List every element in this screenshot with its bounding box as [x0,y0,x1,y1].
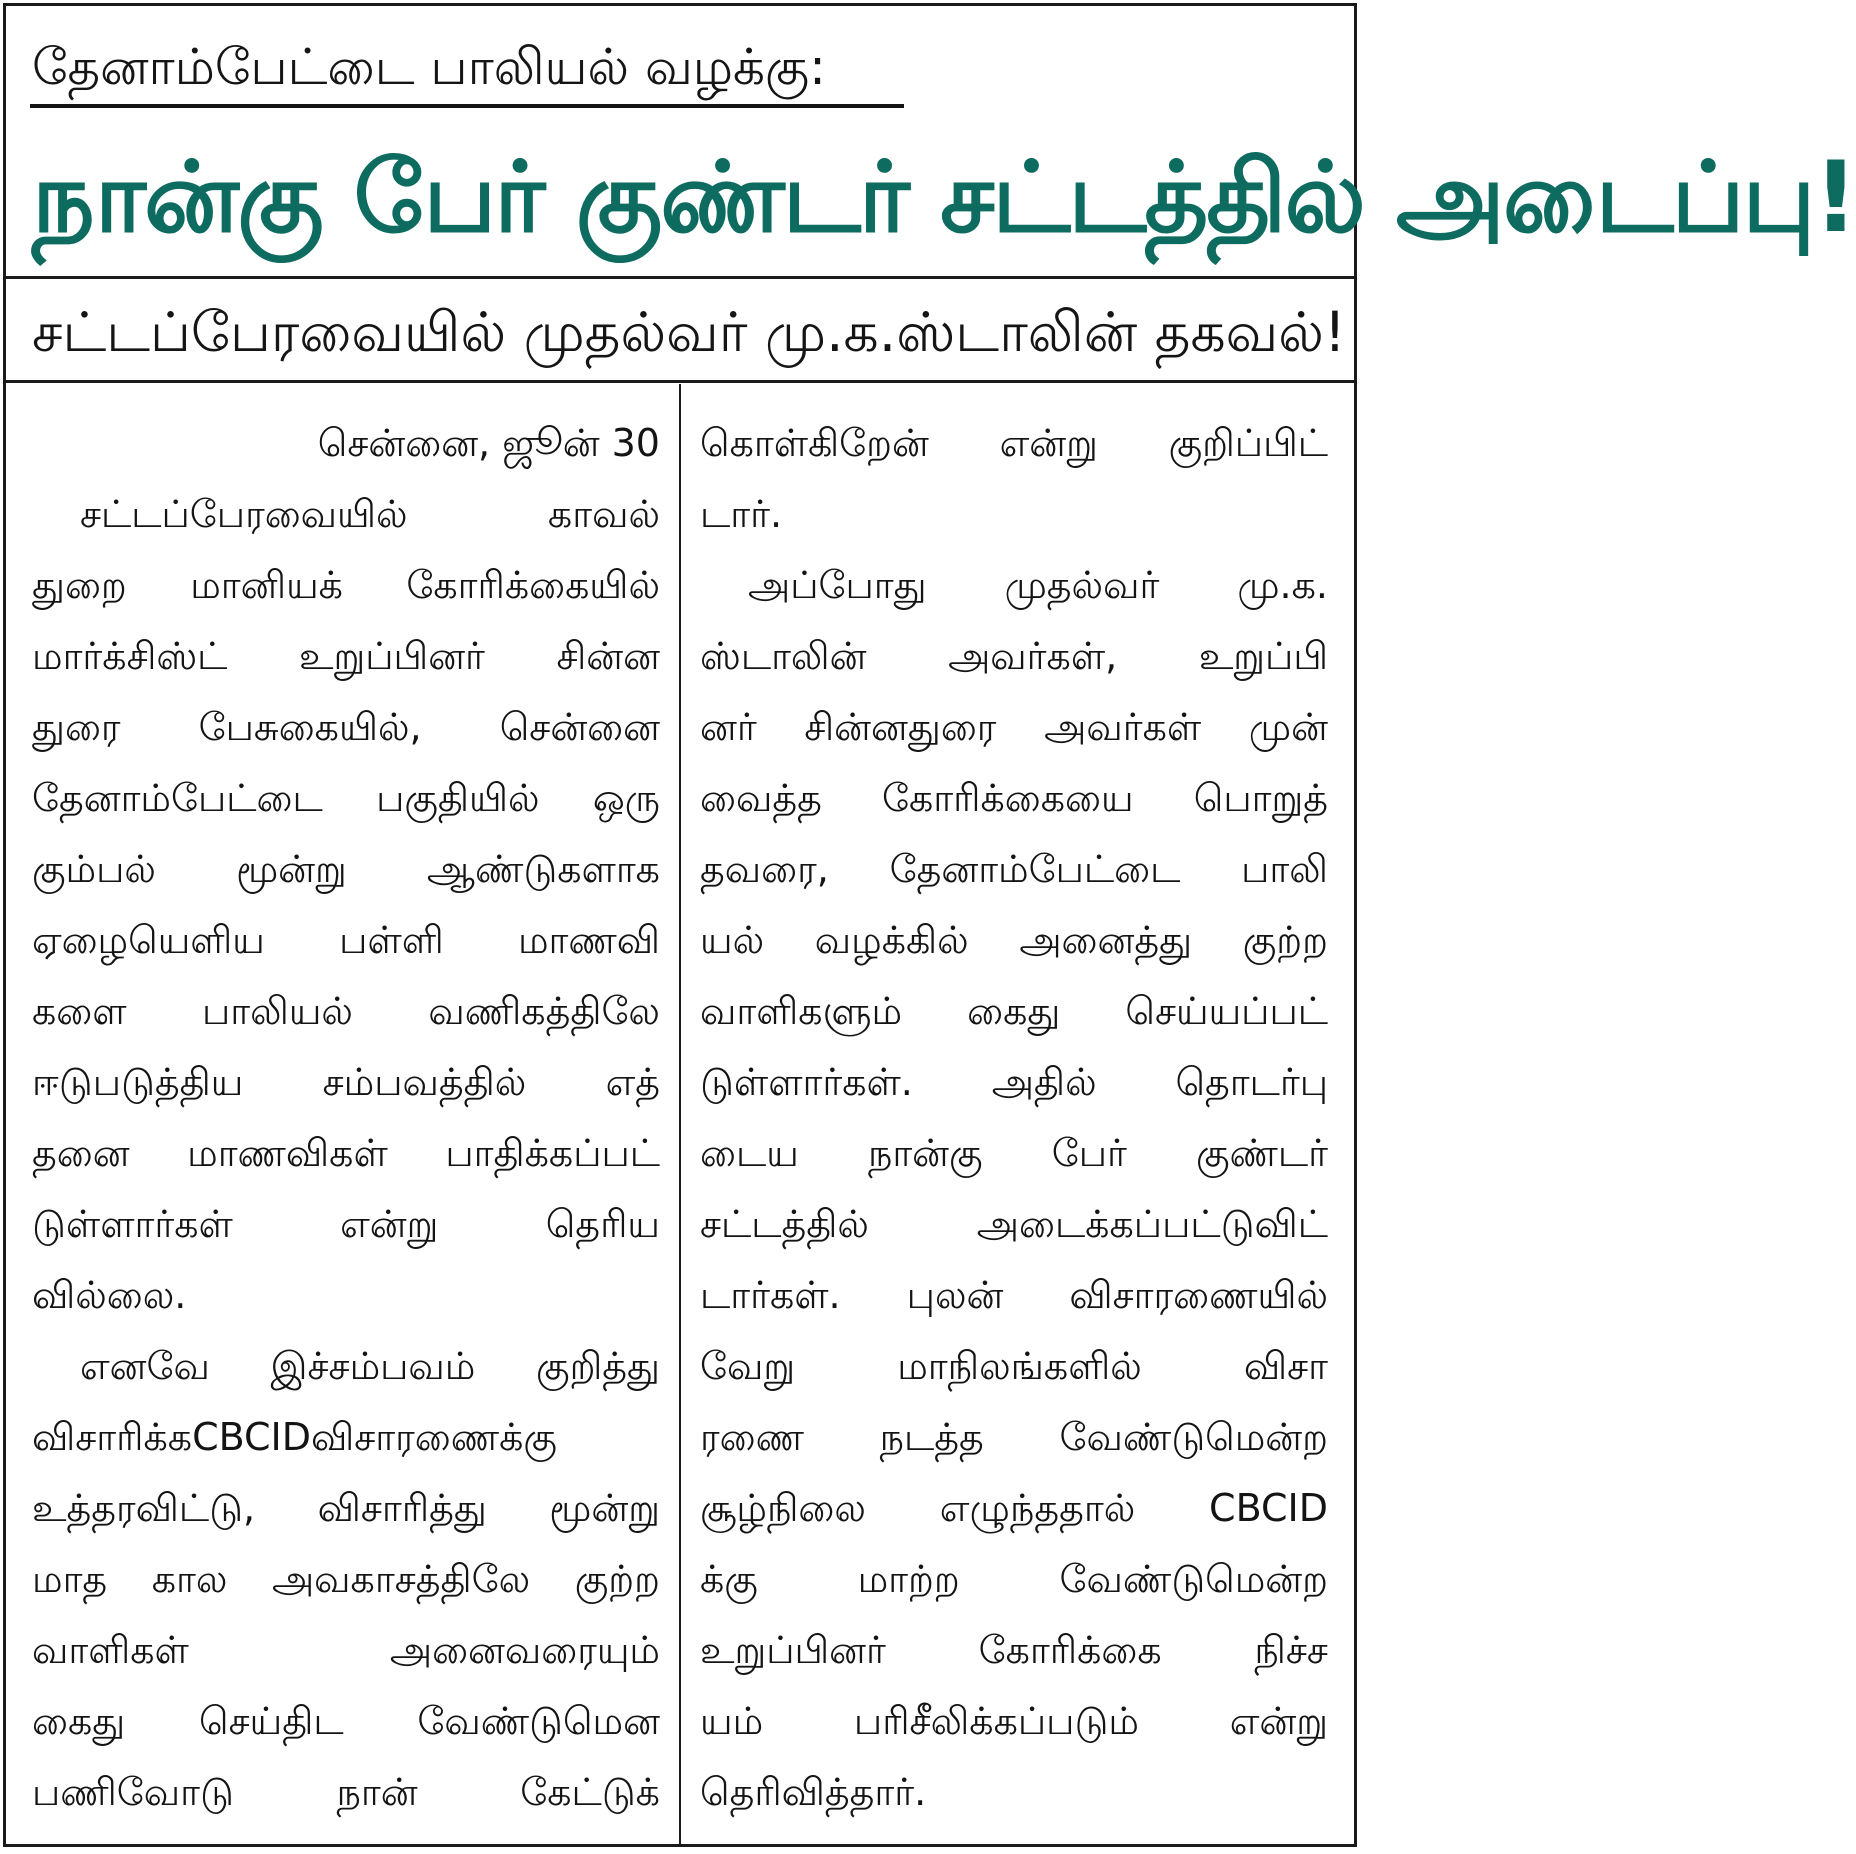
kicker-underline [30,104,904,108]
article-line: அப்போது முதல்வர் மு.க. [748,563,1328,607]
article-line: மார்க்சிஸ்ட் உறுப்பினர் சின்ன [32,634,660,678]
article-line: விசாரிக்கCBCIDவிசாரணைக்கு [32,1415,557,1459]
article-line: கும்பல் மூன்று ஆண்டுகளாக [32,847,660,891]
article-line: யல் வழக்கில் அனைத்து குற்ற [700,918,1328,962]
article-line: தவரை, தேனாம்பேட்டை பாலி [700,847,1328,891]
article-line: துறை மானியக் கோரிக்கையில் [32,563,660,607]
article-line: ஈடுபடுத்திய சம்பவத்தில் எத் [32,1060,660,1104]
article-line: டைய நான்கு பேர் குண்டர் [700,1131,1328,1175]
article-line: சட்டத்தில் அடைக்கப்பட்டுவிட் [700,1202,1328,1246]
article-line: டுள்ளார்கள். அதில் தொடர்பு [700,1060,1328,1104]
article-line: மாத கால அவகாசத்திலே குற்ற [32,1557,660,1601]
article-line: வாளிகளும் கைது செய்யப்பட் [700,989,1328,1033]
article-line: வேறு மாநிலங்களில் விசா [700,1344,1328,1388]
article-line: எனவே இச்சம்பவம் குறித்து [80,1344,660,1388]
article-line: வில்லை. [32,1273,187,1317]
article-line: தனை மாணவிகள் பாதிக்கப்பட் [32,1131,660,1175]
right-column [700,408,1328,1828]
article-line: பணிவோடு நான் கேட்டுக் [32,1770,660,1814]
column-divider [679,384,681,1844]
article-line: ஏழையெளிய பள்ளி மாணவி [32,918,660,962]
headline: நான்கு பேர் குண்டர் சட்டத்தில் அடைப்பு! [32,141,1856,255]
article-line: உறுப்பினர் கோரிக்கை நிச்ச [700,1628,1328,1672]
article-line: களை பாலியல் வணிகத்திலே [32,989,660,1033]
headline-divider [6,276,1354,279]
subheadline: சட்டப்பேரவையில் முதல்வர் மு.க.ஸ்டாலின் தகவல்! [32,300,1346,364]
article-line: ரணை நடத்த வேண்டுமென்ற [700,1415,1328,1459]
article-line: சூழ்நிலை எழுந்ததால் CBCID [700,1486,1328,1530]
article-line: துரை பேசுகையில், சென்னை [32,705,660,749]
article-line: டார். [700,492,783,536]
article-line: தெரிவித்தார். [700,1770,927,1814]
article-line: க்கு மாற்ற வேண்டுமென்ற [700,1557,1328,1601]
article-line: ஸ்டாலின் அவர்கள், உறுப்பி [700,634,1328,678]
article-line: வைத்த கோரிக்கையை பொறுத் [700,776,1328,820]
article-line: டுள்ளார்கள் என்று தெரிய [32,1202,660,1246]
left-column [32,408,660,1828]
article-line: உத்தரவிட்டு, விசாரித்து மூன்று [32,1486,660,1530]
article-line: டார்கள். புலன் விசாரணையில் [700,1273,1328,1317]
article-line: கைது செய்திட வேண்டுமென [32,1699,660,1743]
article-line: கொள்கிறேன் என்று குறிப்பிட் [700,421,1328,465]
dateline: சென்னை, ஜூன் 30 [317,421,660,465]
article-line: யம் பரிசீலிக்கப்படும் என்று [700,1699,1328,1743]
article-line: சட்டப்பேரவையில் காவல் [80,492,660,536]
subheadline-divider [6,380,1354,383]
article-line: தேனாம்பேட்டை பகுதியில் ஒரு [32,776,660,820]
article-line: வாளிகள் அனைவரையும் [32,1628,660,1672]
kicker: தேனாம்பேட்டை பாலியல் வழக்கு: [32,38,826,96]
article-line: னர் சின்னதுரை அவர்கள் முன் [700,705,1328,749]
